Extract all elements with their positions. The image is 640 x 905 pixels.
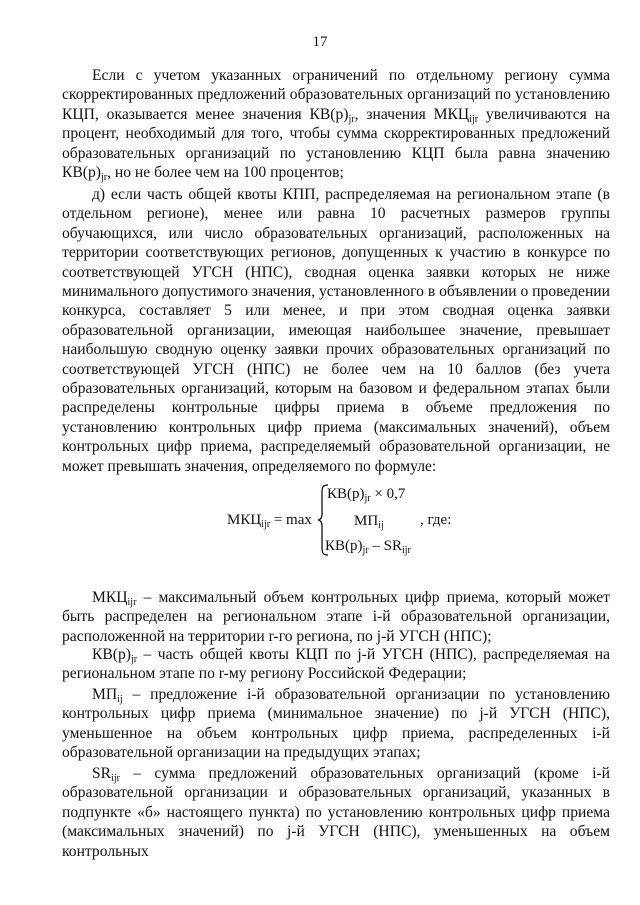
formula-row3-sub: jr <box>362 545 369 556</box>
p1-text-a: Если с учетом указанных ограничений по отдельному региону сумма скорректированных предложений образовательных организаций по установлению КЦП, оказывается менее значения КВ(р) <box>62 67 610 123</box>
paragraph-item-d: д) если часть общей квоты КПП, распределяемая на региональном этапе (в отдельном регионе), менее или равна 10 расчетных размеров группы обучающихся, или число образовательных организаций, расположенных на территории соответствующих регионов, допущенных к участию в конкурсе по соответствующей УГСН (НПС), сводная оценка заявки которых не ниже минимального допустимого значения, установленного в объявлении о проведении конкурса, составляет 5 или менее, и при этом сводная оценка заявки образовательной организации, имеющая наибольшее значение, превышает наибольшую сводную оценку заявки прочих образовательных организаций по соответствующей УГСН (НПС) не более чем на 10 баллов (без учета образовательных организаций, которым на базовом и федеральном этапах были распределены контрольные цифры приема в объеме предложения по установлению контрольных цифр приема (максимальных значений), объем контрольных цифр приема, распределяемый образовательной организации, не может превышать значения, определяемого по формуле: <box>62 186 610 475</box>
formula-row-1 <box>327 486 405 503</box>
formula-row1-sub: jr <box>364 493 371 504</box>
formula-row-3 <box>325 538 411 555</box>
p1-sub-c: jr <box>100 172 108 184</box>
def-sr-term: SR <box>92 765 112 782</box>
def-mkc-term: МКЦ <box>92 589 128 606</box>
paragraph-kcp-correction <box>62 66 610 182</box>
def-mp-sub: ij <box>117 694 123 705</box>
p1-text-c: увеличиваются на процент, необходимый для того, чтобы сумма скорректированных предложений образовательных организаций по установлению КЦП была равна значению КВ(р) <box>62 105 610 182</box>
p1-text-b: , значения МКЦ <box>354 105 470 123</box>
definition-mkc <box>62 588 610 646</box>
formula-lhs-term: МКЦ <box>227 512 262 528</box>
p1-sub-a: jr <box>348 113 355 125</box>
def-sr-sub: ijr <box>111 773 120 784</box>
definition-kv <box>62 645 610 684</box>
formula-row2-sub: ij <box>378 520 384 531</box>
definition-mp <box>62 685 610 763</box>
def-mp-text: – предложение i-й образовательной организации по установлению контрольных цифр приема (минимальное значение) по j-й УГСН (НПС), уменьшенное на объем контрольных цифр приема, распределенных i-й образовательной организации на предыдущих этапах; <box>62 686 610 762</box>
formula-lhs <box>227 512 312 529</box>
formula-row2-term: МП <box>354 513 379 529</box>
def-sr-text: – сумма предложений образовательных организаций (кроме i-й образовательной организации и образовательных организаций, указанных в подпункте «б» настоящего пункта) по установлению контрольных цифр приема (максимальных значений) по j-й УГСН (НПС), уменьшенных на объем контрольных <box>62 765 610 860</box>
def-mp-term: МП <box>92 686 118 703</box>
p1-text-d: , но не более чем на 100 процентов; <box>107 164 344 182</box>
def-kv-term: КВ(р) <box>92 646 131 663</box>
formula-row-2 <box>354 513 384 530</box>
def-kv-text: – часть общей квоты КЦП по j-й УГСН (НПС), распределяемая на региональном этапе по r-му региону Российской Федерации; <box>62 646 610 683</box>
formula-row3-mid: – SR <box>368 538 402 554</box>
p1-sub-b: ijr <box>469 113 479 125</box>
page-number: 17 <box>312 34 328 50</box>
formula-row1-term: КВ(р) <box>327 486 365 502</box>
definition-sr <box>62 764 610 861</box>
def-mkc-sub: ijr <box>127 597 137 608</box>
def-mkc-text: – максимальный объем контрольных цифр приема, который может быть распределен на региональном этапе i-й образовательной организации, расположенной на территории r-го региона, по j-й УГСН (НПС); <box>62 589 610 645</box>
formula-row3-sub2: ijr <box>401 545 411 556</box>
formula-max <box>227 480 487 560</box>
formula-where: , где: <box>420 512 452 528</box>
def-kv-sub: jr <box>130 654 138 665</box>
formula-lhs-sub: ijr <box>261 519 271 530</box>
formula-row3-term: КВ(р) <box>325 538 363 554</box>
formula-eq-max: = max <box>270 512 312 528</box>
formula-row1-tail: × 0,7 <box>370 486 406 502</box>
